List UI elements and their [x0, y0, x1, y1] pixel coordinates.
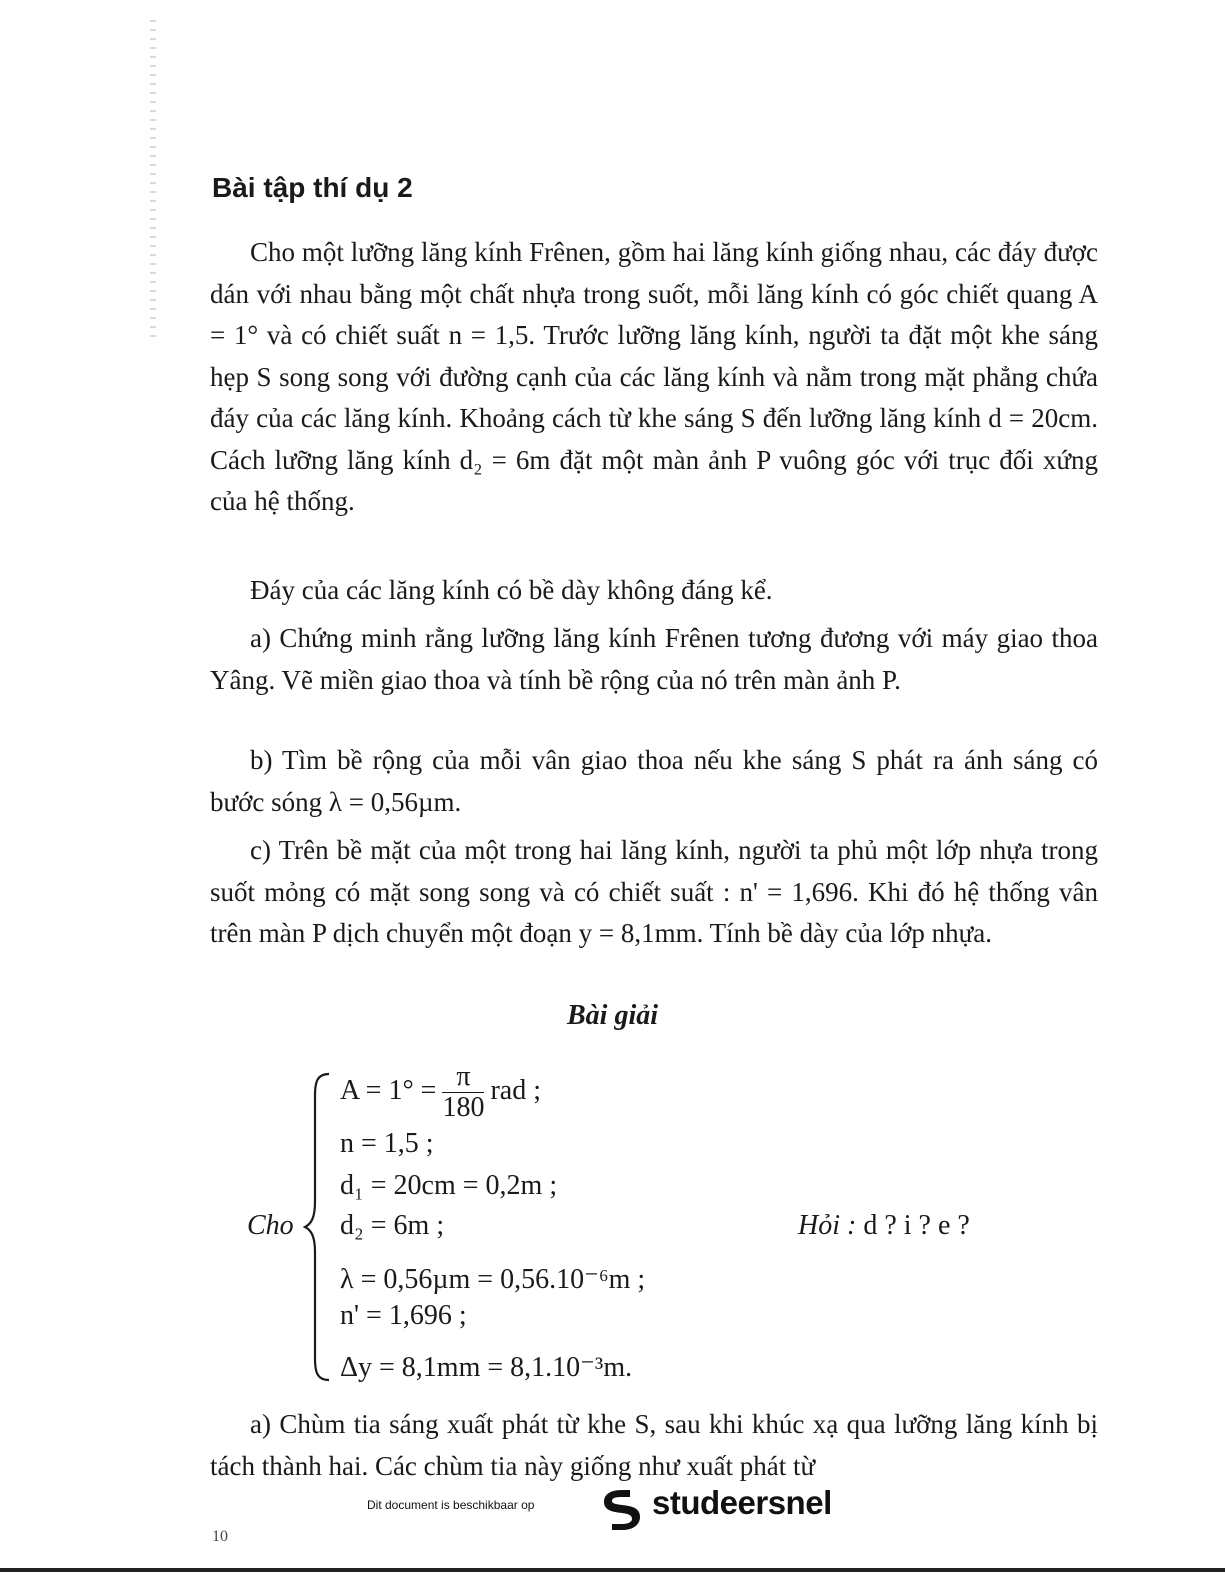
ask: [798, 1210, 970, 1242]
footer: [0, 1486, 1225, 1526]
given-label: Cho: [247, 1210, 294, 1241]
problem-intro: Cho một lưỡng lăng kính Frênen, gồm hai lăng kính giống nhau, các đáy được dán với nhau bằng một chất nhựa trong suốt, mỗi lăng kính có góc chiết quang A = 1° và có chiết suất n = 1,5. Trước lưỡng lăng kính, người ta đặt một khe sáng hẹp S song song với đường cạnh của các lăng kính và nằm trong mặt phẳng chứa đáy của các lăng kính. Khoảng cách từ khe sáng S đến lưỡng lăng kính d = 20cm. Cách lưỡng lăng kính d₂ = 6m đặt một màn ảnh P vuông góc với trục đối xứng của hệ thống.: [210, 237, 1098, 516]
problem-part-b: b) Tìm bề rộng của mỗi vân giao thoa nếu khe sáng S phát ra ánh sáng có bước sóng λ = 0,56µm.: [210, 745, 1098, 817]
given-d1: d₁ = 20cm = 0,2m ;: [340, 1170, 558, 1201]
solution-title: Bài giải: [566, 1000, 658, 1031]
scan-speckle: [150, 20, 156, 340]
solution-part-a: a) Chùm tia sáng xuất phát từ khe S, sau khi khúc xạ qua lưỡng lăng kính bị tách thành hai. Các chùm tia này giống như xuất phát từ: [210, 1409, 1098, 1481]
bottom-border: [0, 1568, 1225, 1572]
footer-note: Dit document is beschikbaar op: [367, 1498, 535, 1512]
left-brace-icon: [303, 1072, 337, 1382]
pi-over-180-fraction: [442, 1062, 484, 1123]
ask-text: d ? i ? e ?: [863, 1210, 970, 1241]
given-n-prime: n' = 1,696 ;: [340, 1300, 467, 1331]
exercise-heading: Bài tập thí dụ 2: [212, 172, 413, 203]
studeersnel-logo-icon[interactable]: [600, 1486, 644, 1532]
problem-part-c: c) Trên bề mặt của một trong hai lăng kính, người ta phủ một lớp nhựa trong suốt mỏng có mặt song song và có chiết suất : n' = 1,696. Khi đó hệ thống vân trên màn P dịch chuyển một đoạn y = 8,1mm. Tính bề dày của lớp nhựa.: [210, 835, 1098, 948]
ask-label: Hỏi :: [798, 1210, 857, 1241]
problem-part-a: a) Chứng minh rằng lưỡng lăng kính Frênen tương đương với máy giao thoa Yâng. Vẽ miền giao thoa và tính bề rộng của nó trên màn ảnh P.: [210, 623, 1098, 695]
given-angle-lhs: A = 1° =: [340, 1074, 437, 1106]
given-lambda: λ = 0,56µm = 0,56.10⁻⁶m ;: [340, 1264, 646, 1295]
given-n: n = 1,5 ;: [340, 1128, 434, 1159]
given-delta-y: Δy = 8,1mm = 8,1.10⁻³m.: [340, 1352, 633, 1383]
page-number: 10: [212, 1528, 228, 1545]
studeersnel-brand[interactable]: studeersnel: [652, 1484, 832, 1521]
given-angle: [340, 1062, 541, 1123]
problem-note: Đáy của các lăng kính có bề dày không đáng kể.: [250, 575, 773, 605]
fraction-denominator: 180: [442, 1092, 485, 1123]
given-angle-rhs: rad ;: [490, 1074, 541, 1106]
fraction-numerator: π: [442, 1062, 484, 1093]
given-d2: d₂ = 6m ;: [340, 1210, 445, 1241]
